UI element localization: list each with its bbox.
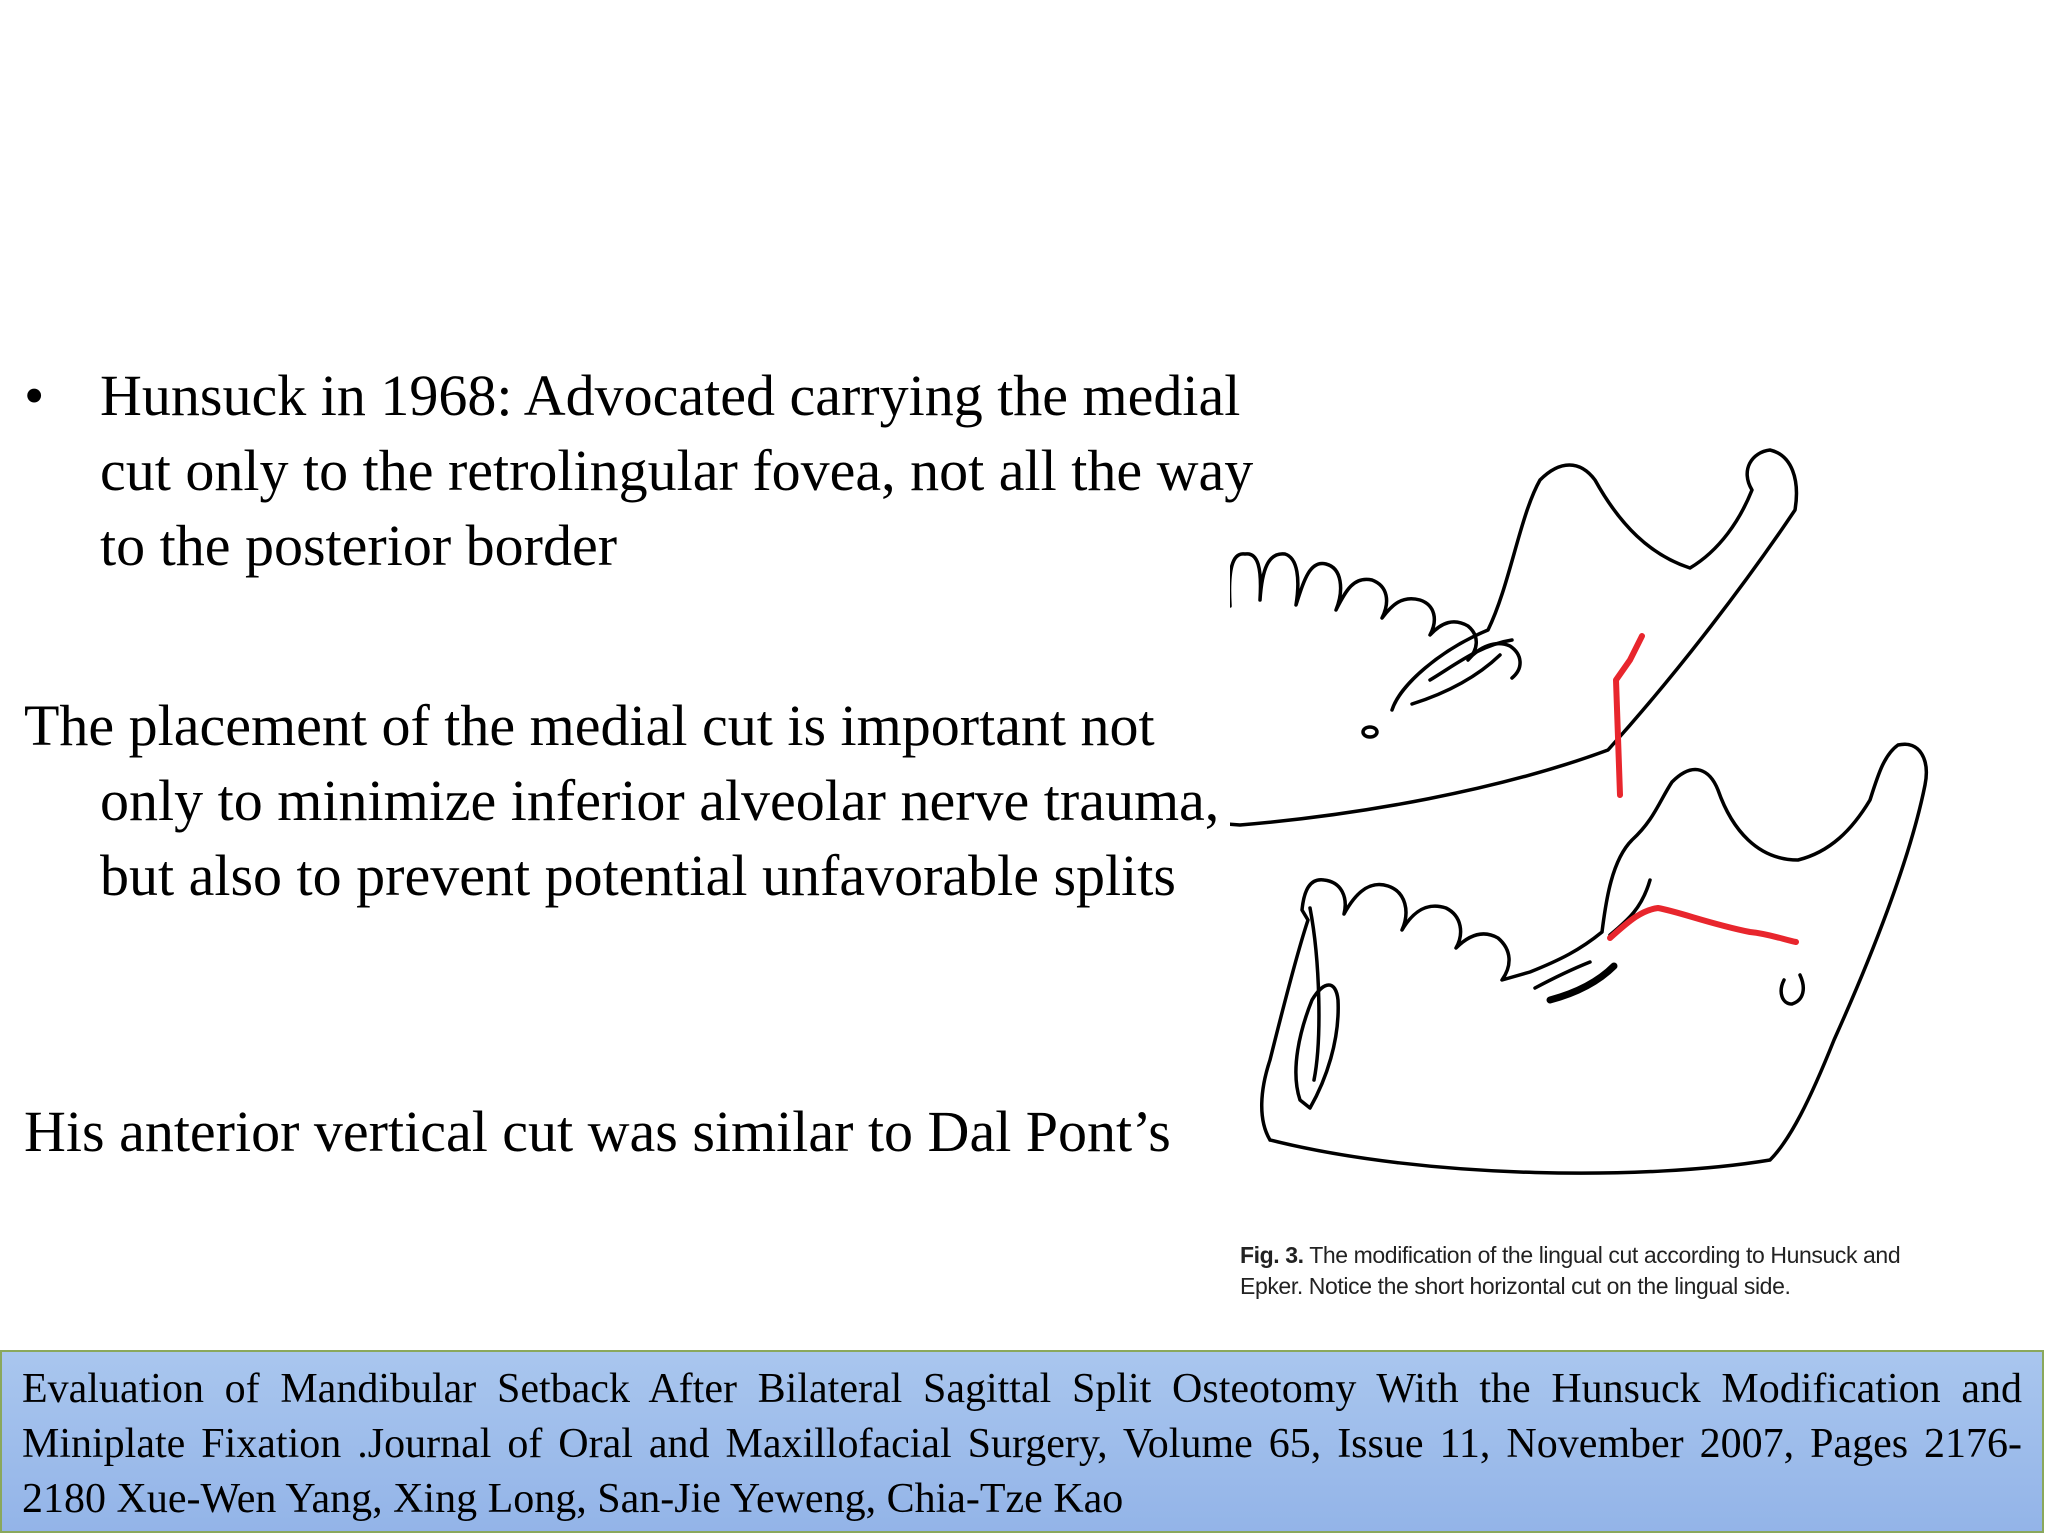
lower-horizontal-cut <box>1610 908 1796 942</box>
bullet-paragraph <box>24 358 1270 583</box>
figure-caption-text: The modification of the lingual cut according to Hunsuck and Epker. Notice the short horizontal cut on the lingual side. <box>1240 1242 1901 1299</box>
bullet-text: Hunsuck in 1968: Advocated carrying the medial cut only to the retrolingular fovea, not all the way to the posterior border <box>100 363 1254 578</box>
upper-mandible-outline <box>1230 450 1796 825</box>
paragraph-anterior-cut: His anterior vertical cut was similar to Dal Pont’s <box>24 1099 1171 1164</box>
citation-box <box>0 1350 2044 1533</box>
mandible-illustration <box>1230 440 1930 1240</box>
lower-mandible-outline <box>1262 744 1927 1173</box>
figure-caption <box>1240 1240 1940 1302</box>
figure-caption-label: Fig. 3. <box>1240 1242 1304 1268</box>
mandible-figure <box>1230 440 1930 1240</box>
bullet-marker: • <box>24 363 45 428</box>
paragraph-medial-cut: The placement of the medial cut is important not only to minimize inferior alveolar nerve trauma, but also to prevent potential unfavorable splits <box>24 693 1220 908</box>
citation-text: Evaluation of Mandibular Setback After Bilateral Sagittal Split Osteotomy With the Hunsuck Modification and Miniplate Fixation .Journal of Oral and Maxillofacial Surgery, Volume 65, Issue 11, November 2007, Pages 2176-2180 Xue-Wen Yang, Xing Long, San-Jie Yeweng, Chia-Tze Kao <box>22 1366 2022 1522</box>
upper-teeth <box>1230 554 1520 678</box>
